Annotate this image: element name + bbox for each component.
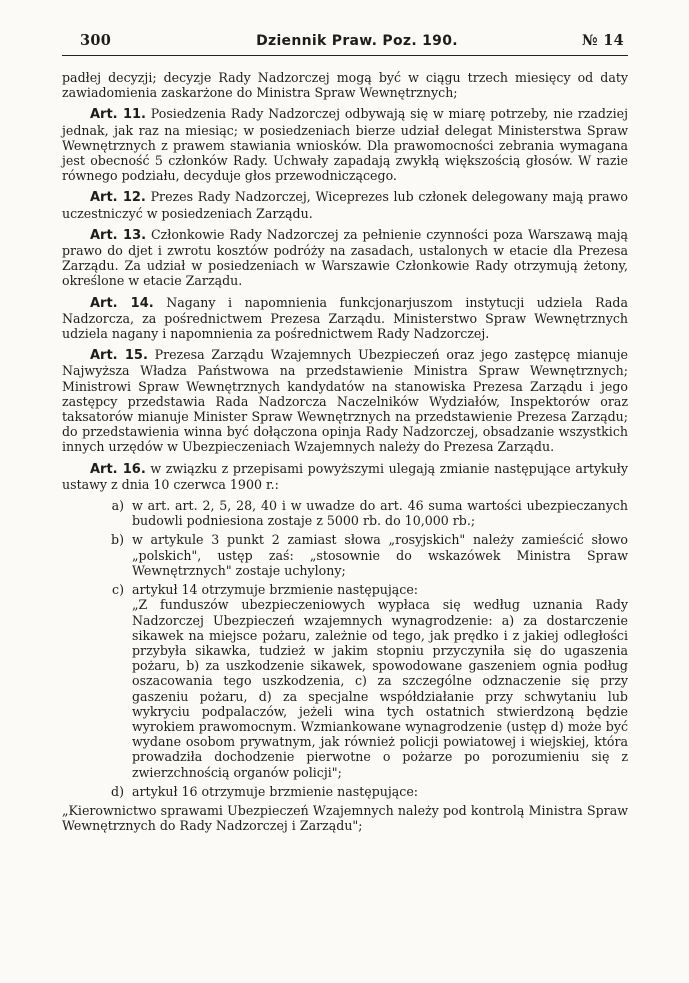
article-13 [62, 227, 628, 289]
document-body [62, 70, 628, 833]
article-14 [62, 295, 628, 342]
article-text: Prezes Rady Nadzorczej, Wiceprezes lub członek delegowany mają prawo uczestniczyć w posiedzeniach Zarządu. [62, 189, 628, 221]
article-label: Art. 12. [90, 190, 146, 206]
article-16 [62, 461, 628, 492]
lead-paragraph: padłej decyzji; decyzje Rady Nadzorczej mogą być w ciągu trzech miesięcy od daty zawiadomienia zaskarżone do Ministra Spraw Wewnętrznych; [62, 70, 628, 101]
article-label: Art. 15. [90, 348, 148, 364]
page-number: 300 [80, 32, 112, 49]
list-item-b [62, 532, 628, 578]
article-text: w związku z przepisami powyższymi ulegają zmianie następujące artykuły ustawy z dnia 10 czerwca 1900 r.: [62, 460, 628, 492]
article-12 [62, 189, 628, 220]
article-text: Posiedzenia Rady Nadzorczej odbywają się w miarę potrzeby, nie rzadziej jednak, jak raz na miesiąc; w posiedzeniach bierze udział delegat Ministerstwa Spraw Wewnętrznych z prawem stawiania wniosków. Dla prawomocności zebrania wymagana jest obecność 5 członków Rady. Uchwały zapadają zwykłą większością głosów. W razie równego podziału, decyduje głos przewodniczącego. [62, 106, 628, 184]
article-11 [62, 106, 628, 183]
article-label: Art. 16. [90, 461, 146, 477]
article-text: Nagany i napomnienia funkcjonarjuszom instytucji udziela Rada Nadzorcza, za pośrednictwem Prezesa Zarządu. Ministerstwo Spraw Wewnętrznych udziela nagany i napomnienia za pośrednictwem Rady Nadzorczej. [62, 294, 628, 342]
article-15 [62, 347, 628, 454]
document-page [62, 32, 628, 839]
journal-title: Dziennik Praw. Poz. 190. [256, 33, 458, 49]
list-item-a [62, 498, 628, 528]
issue-number: № 14 [581, 32, 624, 49]
article-text: Prezesa Zarządu Wzajemnych Ubezpieczeń oraz jego zastępcę mianuje Najwyższa Władza Państwowa na przedstawienie Ministra Spraw Wewnętrznych; Ministrowi Spraw Wewnętrznych kandydatów na stanowiska Prezesa Zarządu i jego zastępcy przedstawia Rada Nadzorcza Naczelników Wydziałów, Inspektorów oraz taksatorów mianuje Minister Spraw Wewnętrznych na przedstawienie Prezesa Zarządu; do przedstawienia winna być dołączona opinja Rady Nadzorczej, obsadzanie wszystkich innych urzędów w Ubezpieczeniach Wzajemnych należy do Prezesa Zarządu. [62, 347, 628, 455]
list-item-c [62, 582, 628, 780]
list-item-text: w art. art. 2, 5, 28, 40 i w uwadze do art. 46 suma wartości ubezpieczanych budowli podniesiona zostaje z 5000 rb. do 10,000 rb.; [132, 498, 628, 529]
list-item-label: c) [112, 582, 124, 598]
list-item-label: a) [111, 498, 124, 514]
list-item-body [132, 582, 628, 780]
page-header [62, 32, 628, 56]
quoted-article-14: „Z funduszów ubezpieczeniowych wypłaca się według uznania Rady Nadzorczej Ubezpieczeń wzajemnych wynagrodzenie: a) za dostarczenie sikawek na miejsce pożaru, zależnie od tego, jak prędko i z jakiej odległości przybyła sikawka, tudzież w jakim stopniu przyczyniła się do ugaszenia pożaru, b) za uszkodzenie sikawek, spowodowane gaszeniem ognia podług oszacowania tego uszkodzenia, c) za szczególne odznaczenie się przy gaszeniu pożaru, d) za specjalne współdziałanie przy schwytaniu lub wykryciu podpalaczów, jeżeli wina tych ostatnich stwierdzoną będzie wyrokiem prawomocnym. Wzmiankowane wynagrodzenie (ustęp d) może być wydane osobom prywatnym, jak również policji powiatowej i wiejskiej, która prowadziła dochodzenie pierwotne o pożarze po porozumieniu się z zwierzchnością organów policji"; [132, 597, 628, 780]
list-item-text: artykuł 16 otrzymuje brzmienie następujące: [132, 783, 419, 799]
list-item-text: artykuł 14 otrzymuje brzmienie następujące: [132, 582, 419, 598]
list-item-label: d) [111, 783, 124, 799]
article-label: Art. 13. [90, 227, 147, 243]
article-label: Art. 11. [90, 107, 146, 123]
list-item-d [62, 784, 628, 799]
article-label: Art. 14. [90, 295, 154, 311]
article-text: Członkowie Rady Nadzorczej za pełnienie czynności poza Warszawą mają prawo do djet i zwrotu kosztów podróży na zasadach, ustalonych w etacie dla Prezesa Zarządu. Za udział w posiedzeniach w Warszawie Członkowie Rady otrzymują żetony, określone w etacie Zarządu. [62, 226, 628, 289]
list-item-text: w artykule 3 punkt 2 zamiast słowa „rosyjskich" należy zamieścić słowo „polskich", ustęp zaś: „stosownie do wskazówek Ministra Spraw Wewnętrznych" zostaje uchylony; [132, 532, 628, 578]
amendment-list [62, 498, 628, 799]
quoted-article-16: „Kierownictwo sprawami Ubezpieczeń Wzajemnych należy pod kontrolą Ministra Spraw Wewnętrznych do Rady Nadzorczej i Zarządu"; [62, 802, 628, 834]
list-item-label: b) [111, 532, 124, 548]
